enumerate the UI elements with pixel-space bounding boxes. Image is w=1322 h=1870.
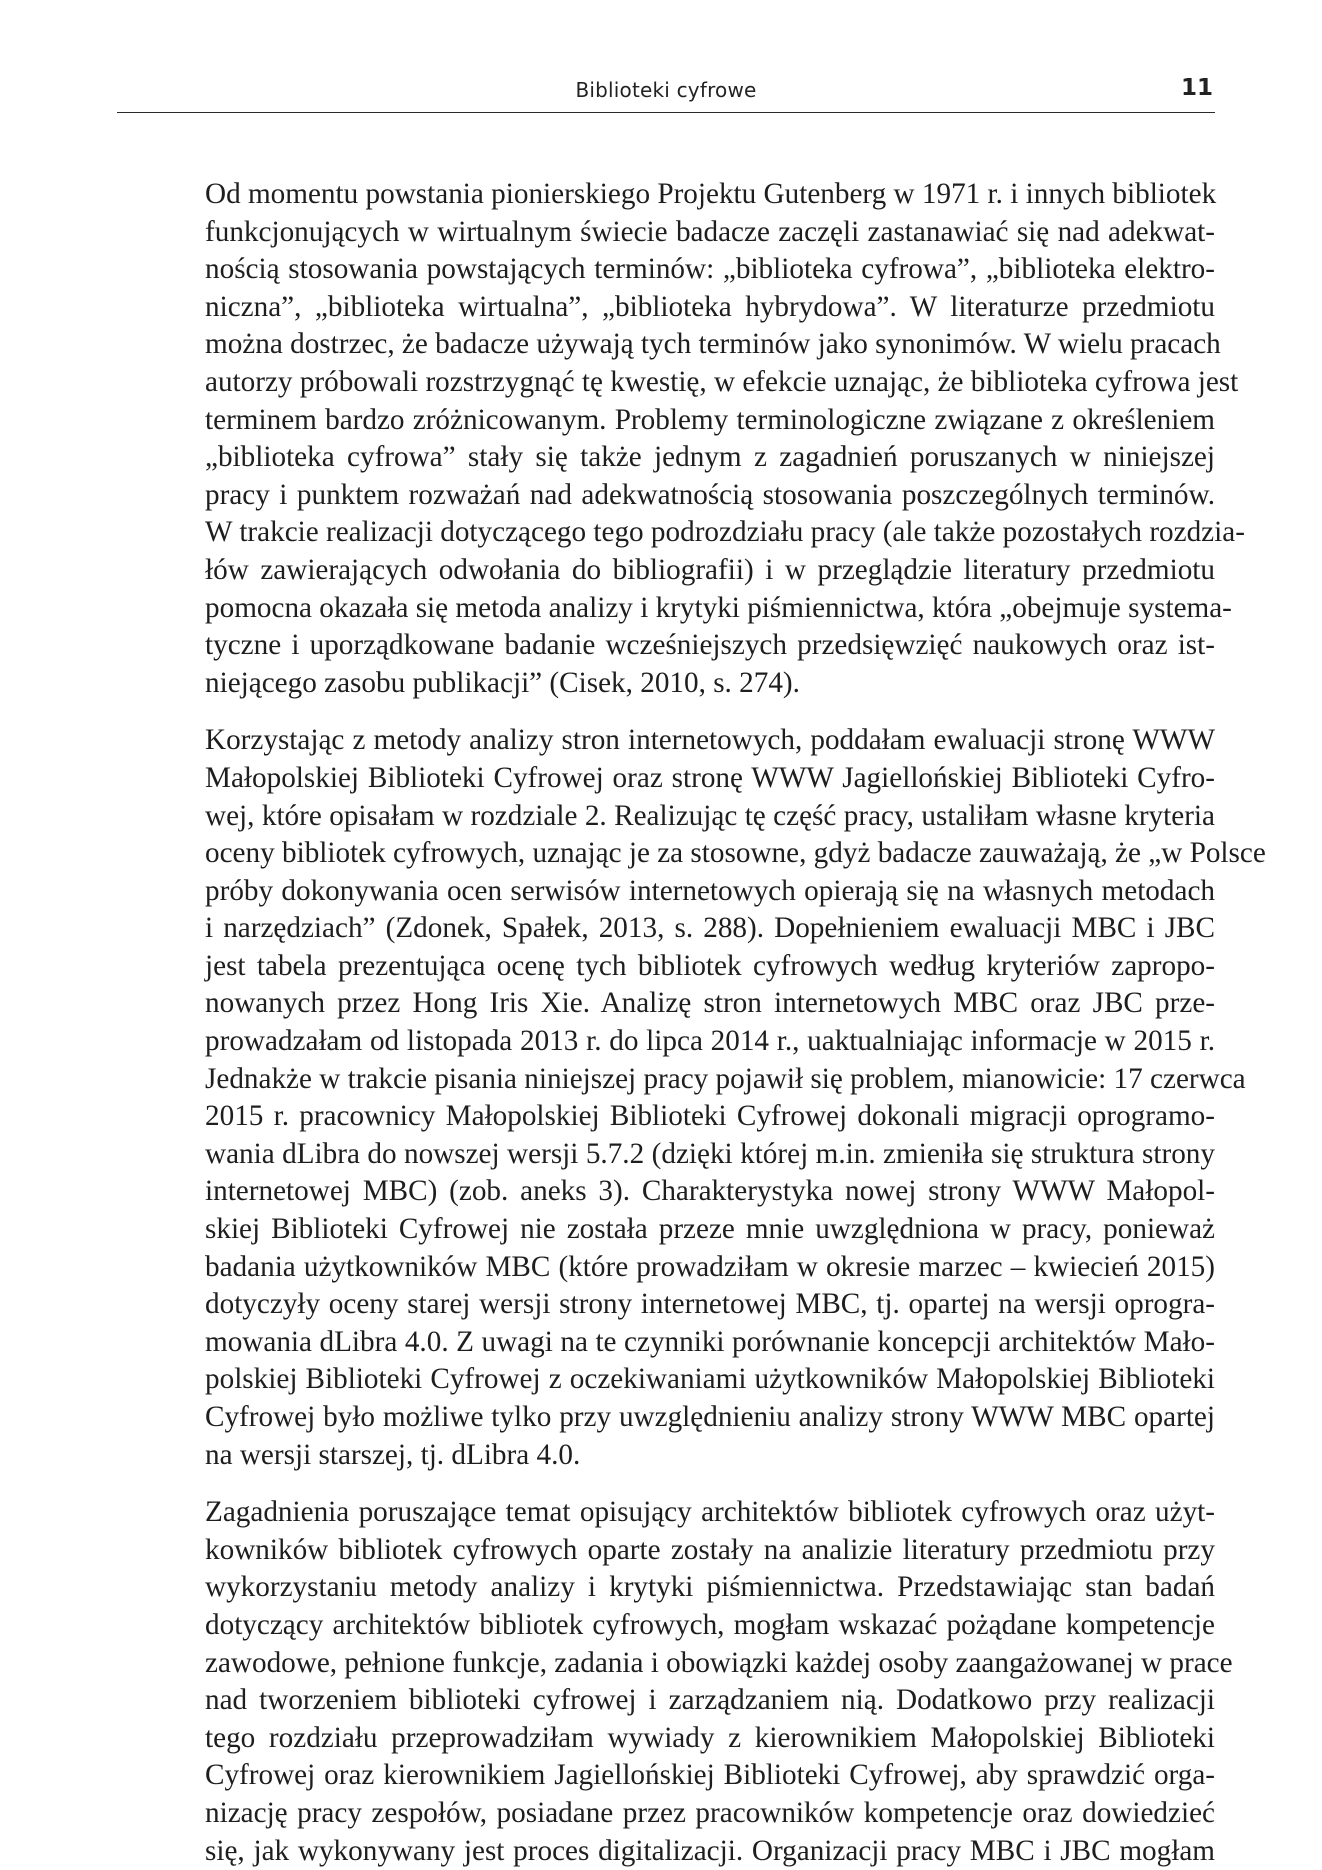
text-line: nowanych przez Hong Iris Xie. Analizę stron internetowych MBC oraz JBC prze-: [205, 987, 1215, 1020]
paragraph: [205, 722, 1266, 1474]
text-line: tego rozdziału przeprowadziłam wywiady z kierownikiem Małopolskiej Biblioteki: [205, 1721, 1215, 1754]
text-line: Korzystając z metody analizy stron internetowych, poddałam ewaluacji stronę WWW: [205, 724, 1215, 757]
text-line: można dostrzec, że badacze używają tych terminów jako synonimów. W wielu pracach: [205, 328, 1221, 361]
text-line: wania dLibra do nowszej wersji 5.7.2 (dzięki której m.in. zmieniła się struktura strony: [205, 1137, 1215, 1170]
text-line: nad tworzeniem biblioteki cyfrowej i zarządzaniem nią. Dodatkowo przy realizacji: [205, 1684, 1215, 1717]
paragraph: [205, 176, 1245, 702]
text-line: polskiej Biblioteki Cyfrowej z oczekiwaniami użytkowników Małopolskiej Biblioteki: [205, 1363, 1215, 1396]
text-line: pomocna okazała się metoda analizy i krytyki piśmiennictwa, która „obejmuje systema-: [205, 591, 1232, 624]
text-line: niczna”, „biblioteka wirtualna”, „biblioteka hybrydowa”. W literaturze przedmiotu: [205, 290, 1215, 323]
text-line: W trakcie realizacji dotyczącego tego podrozdziału pracy (ale także pozostałych rozdzia-: [205, 516, 1245, 549]
text-line: i narzędziach” (Zdonek, Spałek, 2013, s. 288). Dopełnieniem ewaluacji MBC i JBC: [205, 912, 1215, 945]
text-line: nością stosowania powstających terminów: „biblioteka cyfrowa”, „biblioteka elektro-: [205, 253, 1215, 286]
text-line: terminem bardzo zróżnicowanym. Problemy terminologiczne związane z określeniem: [205, 403, 1215, 436]
text-line: oceny bibliotek cyfrowych, uznając je za stosowne, gdyż badacze zauważają, że „w Polsce: [205, 837, 1266, 870]
text-line: jest tabela prezentująca ocenę tych bibliotek cyfrowych według kryteriów zapropo-: [205, 949, 1215, 982]
text-line: na wersji starszej, tj. dLibra 4.0.: [205, 1438, 581, 1471]
text-line: internetowej MBC) (zob. aneks 3). Charakterystyka nowej strony WWW Małopol-: [205, 1175, 1215, 1208]
text-line: pracy i punktem rozważań nad adekwatnością stosowania poszczególnych terminów.: [205, 478, 1215, 511]
text-line: Od momentu powstania pionierskiego Projektu Gutenberg w 1971 r. i innych bibliotek: [205, 178, 1217, 210]
text-line: Jednakże w trakcie pisania niniejszej pracy pojawił się problem, mianowicie: 17 czerwca: [205, 1062, 1246, 1095]
running-header-title: Biblioteki cyfrowe: [575, 78, 757, 102]
text-line: Zagadnienia poruszające temat opisujący architektów bibliotek cyfrowych oraz użyt-: [205, 1496, 1215, 1529]
text-line: łów zawierających odwołania do bibliografii) i w przeglądzie literatury przedmiotu: [205, 553, 1215, 586]
paragraph: [205, 1494, 1233, 1870]
text-line: tyczne i uporządkowane badanie wcześniejszych przedsięwzięć naukowych oraz ist-: [205, 629, 1215, 662]
text-line: kowników bibliotek cyfrowych oparte zostały na analizie literatury przedmiotu przy: [205, 1533, 1215, 1566]
text-line: mowania dLibra 4.0. Z uwagi na te czynniki porównanie koncepcji architektów Mało-: [205, 1325, 1215, 1358]
paragraph-gap: [205, 702, 1215, 722]
text-line: nizację pracy zespołów, posiadane przez pracowników kompetencje oraz dowiedzieć: [205, 1796, 1215, 1829]
text-line: dotyczyły oceny starej wersji strony internetowej MBC, tj. opartej na wersji oprogra-: [205, 1288, 1215, 1321]
text-line: się, jak wykonywany jest proces digitalizacji. Organizacji pracy MBC i JBC mogłam: [205, 1834, 1215, 1867]
text-line: dotyczący architektów bibliotek cyfrowych, mogłam wskazać pożądane kompetencje: [205, 1608, 1215, 1641]
body-text: [205, 176, 1266, 1870]
text-line: niejącego zasobu publikacji” (Cisek, 2010, s. 274).: [205, 666, 800, 699]
text-line: Cyfrowej oraz kierownikiem Jagiellońskiej Biblioteki Cyfrowej, aby sprawdzić orga-: [205, 1759, 1215, 1792]
text-line: Cyfrowej było możliwe tylko przy uwzględnieniu analizy strony WWW MBC opartej: [205, 1401, 1215, 1433]
text-line: prowadzałam od listopada 2013 r. do lipca 2014 r., uaktualniając informacje w 2015 r.: [205, 1025, 1215, 1058]
paragraph-gap: [205, 1474, 1215, 1494]
page-number: 11: [1180, 75, 1213, 101]
text-line: próby dokonywania ocen serwisów internetowych opierają się na własnych metodach: [205, 874, 1215, 907]
text-line: wej, które opisałam w rozdziale 2. Realizując tę część pracy, ustaliłam własne kryteria: [205, 799, 1215, 832]
text-line: 2015 r. pracownicy Małopolskiej Biblioteki Cyfrowej dokonali migracji oprogramo-: [205, 1100, 1215, 1133]
text-line: funkcjonujących w wirtualnym świecie badacze zaczęli zastanawiać się nad adekwat-: [205, 215, 1215, 248]
text-line: Małopolskiej Biblioteki Cyfrowej oraz stronę WWW Jagiellońskiej Biblioteki Cyfro-: [205, 761, 1215, 794]
text-line: badania użytkowników MBC (które prowadziłam w okresie marzec – kwiecień 2015): [205, 1250, 1215, 1283]
text-line: wykorzystaniu metody analizy i krytyki piśmiennictwa. Przedstawiając stan badań: [205, 1571, 1215, 1604]
text-line: „biblioteka cyfrowa” stały się także jednym z zagadnień poruszanych w niniejszej: [205, 441, 1215, 474]
text-line: autorzy próbowali rozstrzygnąć tę kwestię, w efekcie uznając, że biblioteka cyfrowa jest: [205, 365, 1239, 398]
text-line: zawodowe, pełnione funkcje, zadania i obowiązki każdej osoby zaangażowanej w prace: [205, 1646, 1233, 1679]
running-header: [117, 72, 1215, 113]
text-line: skiej Biblioteki Cyfrowej nie została przeze mnie uwzględniona w pracy, ponieważ: [205, 1213, 1215, 1246]
